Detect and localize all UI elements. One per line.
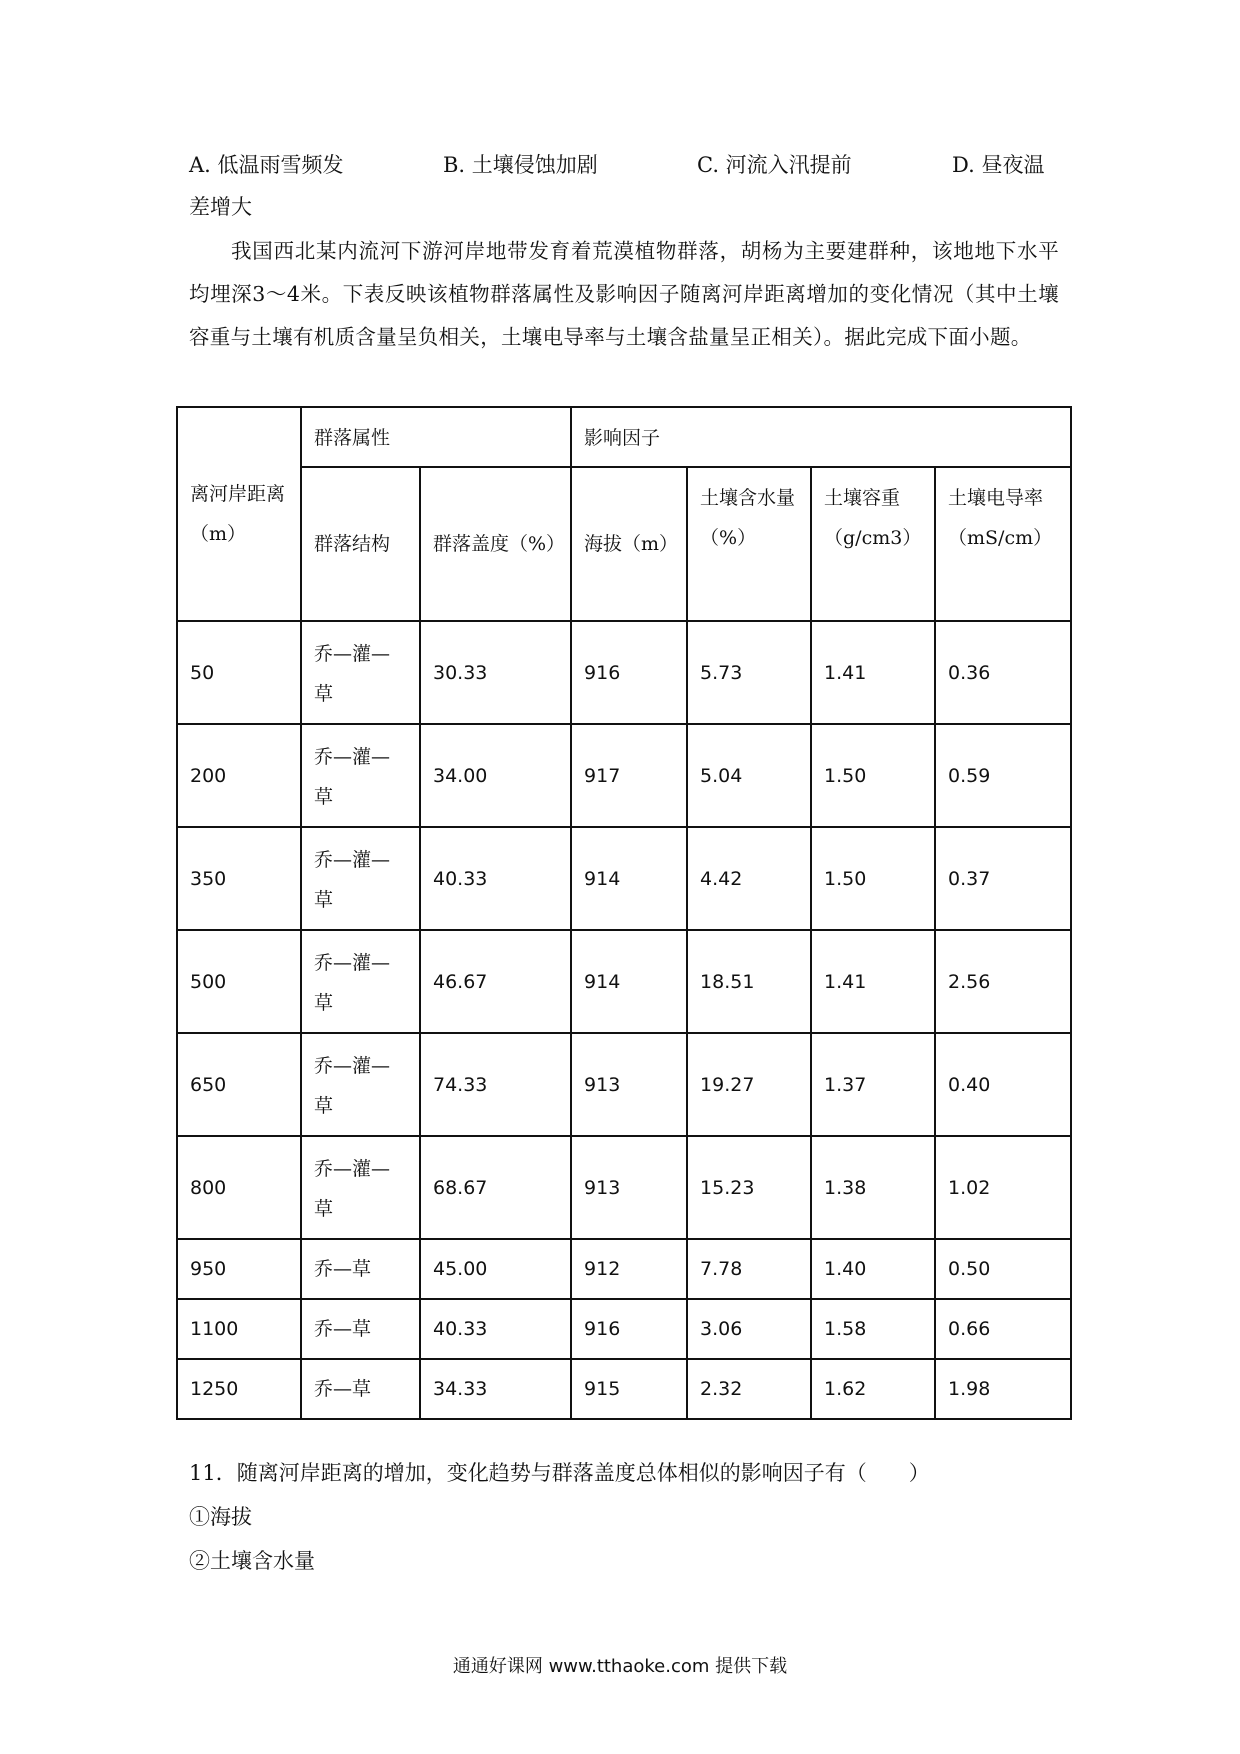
- distance-cell: 1100: [177, 1299, 301, 1359]
- value-cell: 917: [571, 724, 687, 827]
- value-cell: 1.37: [811, 1033, 935, 1136]
- distance-cell: 500: [177, 930, 301, 1033]
- distance-cell: 650: [177, 1033, 301, 1136]
- data-table: [176, 406, 1072, 1420]
- distance-cell: 950: [177, 1239, 301, 1299]
- option-d-continuation: 差增大: [189, 195, 252, 219]
- value-cell: 1.58: [811, 1299, 935, 1359]
- question-11-option-2: ②土壤含水量: [189, 1549, 315, 1573]
- header-water: 土壤含水量（%）: [687, 467, 811, 621]
- distance-cell: 200: [177, 724, 301, 827]
- table-row: [177, 1359, 1071, 1419]
- option-d: D. 昼夜温: [952, 153, 1045, 177]
- value-cell: 1.62: [811, 1359, 935, 1419]
- table-row: [177, 930, 1071, 1033]
- table-row: [177, 1136, 1071, 1239]
- value-cell: 1.50: [811, 827, 935, 930]
- value-cell: 913: [571, 1136, 687, 1239]
- passage-intro: [189, 230, 1059, 359]
- value-cell: 46.67: [420, 930, 571, 1033]
- table-row: [177, 1299, 1071, 1359]
- header-structure: 群落结构: [301, 467, 420, 621]
- previous-question-options: [189, 144, 1059, 186]
- structure-cell: 乔—灌—草: [301, 621, 420, 724]
- table-row: [177, 621, 1071, 724]
- header-community-group: 群落属性: [301, 407, 571, 467]
- table-row: [177, 724, 1071, 827]
- distance-cell: 800: [177, 1136, 301, 1239]
- value-cell: 914: [571, 827, 687, 930]
- value-cell: 1.02: [935, 1136, 1071, 1239]
- header-coverage: 群落盖度（%）: [420, 467, 571, 621]
- option-b: B. 土壤侵蚀加剧: [443, 153, 598, 177]
- question-11-stem: 11．随离河岸距离的增加，变化趋势与群落盖度总体相似的影响因子有（ ）: [189, 1461, 930, 1485]
- distance-cell: 50: [177, 621, 301, 724]
- option-c: C. 河流入汛提前: [697, 153, 852, 177]
- value-cell: 15.23: [687, 1136, 811, 1239]
- structure-cell: 乔—草: [301, 1239, 420, 1299]
- page-footer: 通通好课网 www.tthaoke.com 提供下载: [452, 1656, 788, 1677]
- option-a: A. 低温雨雪频发: [189, 153, 344, 177]
- value-cell: 0.66: [935, 1299, 1071, 1359]
- structure-cell: 乔—灌—草: [301, 827, 420, 930]
- value-cell: 45.00: [420, 1239, 571, 1299]
- table-row: [177, 1239, 1071, 1299]
- value-cell: 34.33: [420, 1359, 571, 1419]
- value-cell: 1.41: [811, 930, 935, 1033]
- value-cell: 18.51: [687, 930, 811, 1033]
- value-cell: 74.33: [420, 1033, 571, 1136]
- value-cell: 7.78: [687, 1239, 811, 1299]
- value-cell: 4.42: [687, 827, 811, 930]
- header-factors-group: 影响因子: [571, 407, 1071, 467]
- value-cell: 913: [571, 1033, 687, 1136]
- value-cell: 68.67: [420, 1136, 571, 1239]
- structure-cell: 乔—草: [301, 1359, 420, 1419]
- intro-paragraph: 我国西北某内流河下游河岸地带发育着荒漠植物群落，胡杨为主要建群种，该地地下水平均埋深3～4米。下表反映该植物群落属性及影响因子随离河岸距离增加的变化情况（其中土壤容重与土壤有机质含量呈负相关，土壤电导率与土壤含盐量呈正相关）。据此完成下面小题。: [189, 239, 1059, 349]
- distance-cell: 350: [177, 827, 301, 930]
- value-cell: 916: [571, 1299, 687, 1359]
- header-conductivity: 土壤电导率（mS/cm）: [935, 467, 1071, 621]
- value-cell: 30.33: [420, 621, 571, 724]
- value-cell: 912: [571, 1239, 687, 1299]
- value-cell: 1.98: [935, 1359, 1071, 1419]
- table-row: [177, 827, 1071, 930]
- value-cell: 5.04: [687, 724, 811, 827]
- question-11-option-1: ①海拔: [189, 1505, 252, 1529]
- value-cell: 1.50: [811, 724, 935, 827]
- value-cell: 1.38: [811, 1136, 935, 1239]
- structure-cell: 乔—灌—草: [301, 1136, 420, 1239]
- value-cell: 0.36: [935, 621, 1071, 724]
- structure-cell: 乔—灌—草: [301, 930, 420, 1033]
- structure-cell: 乔—灌—草: [301, 724, 420, 827]
- value-cell: 1.40: [811, 1239, 935, 1299]
- value-cell: 0.37: [935, 827, 1071, 930]
- structure-cell: 乔—草: [301, 1299, 420, 1359]
- value-cell: 34.00: [420, 724, 571, 827]
- value-cell: 5.73: [687, 621, 811, 724]
- header-altitude: 海拔（m）: [571, 467, 687, 621]
- distance-cell: 1250: [177, 1359, 301, 1419]
- value-cell: 0.50: [935, 1239, 1071, 1299]
- value-cell: 915: [571, 1359, 687, 1419]
- header-bulk-density: 土壤容重（g/cm3）: [811, 467, 935, 621]
- table-row: [177, 1033, 1071, 1136]
- value-cell: 2.56: [935, 930, 1071, 1033]
- value-cell: 3.06: [687, 1299, 811, 1359]
- value-cell: 0.59: [935, 724, 1071, 827]
- header-distance: 离河岸距离（m）: [177, 407, 301, 621]
- structure-cell: 乔—灌—草: [301, 1033, 420, 1136]
- value-cell: 40.33: [420, 1299, 571, 1359]
- value-cell: 0.40: [935, 1033, 1071, 1136]
- value-cell: 2.32: [687, 1359, 811, 1419]
- value-cell: 40.33: [420, 827, 571, 930]
- value-cell: 19.27: [687, 1033, 811, 1136]
- value-cell: 916: [571, 621, 687, 724]
- value-cell: 1.41: [811, 621, 935, 724]
- value-cell: 914: [571, 930, 687, 1033]
